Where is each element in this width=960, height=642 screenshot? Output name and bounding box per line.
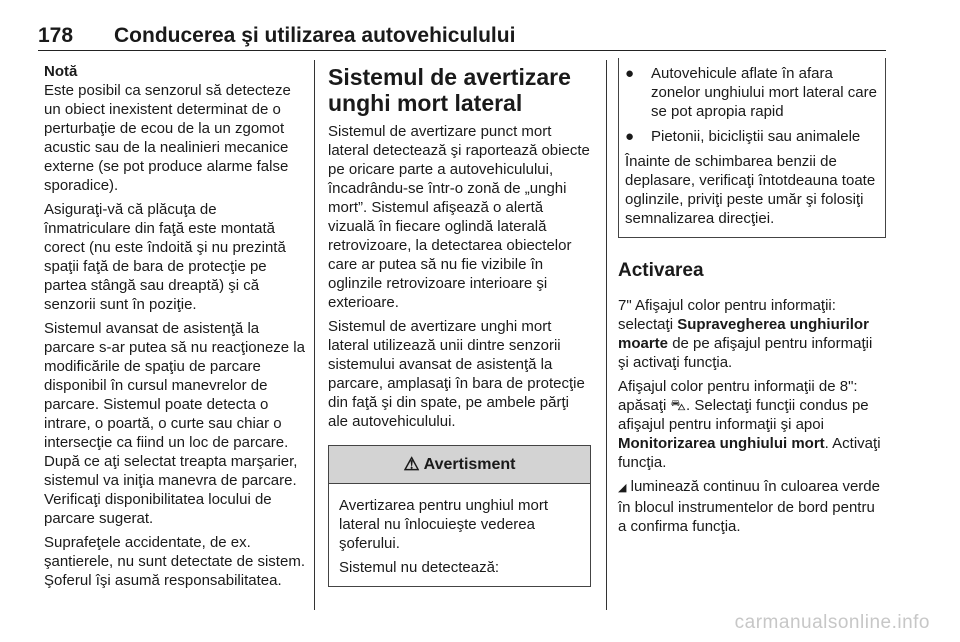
page-header <box>38 24 886 51</box>
paragraph: Afişajul color pentru informaţii de 8": apăsaţi ⛍. Selectaţi funcţii condus pe afişajul pentru informaţii şi apoi Monitorizarea unghiului mort. Activaţi funcţia. <box>618 378 881 471</box>
paragraph: ◢ luminează continuu în culoarea verde în blocul instrumentelor de bord pentru a confirma funcţia. <box>618 478 880 535</box>
chapter-title: Conducerea şi utilizarea autovehiculului <box>114 24 516 47</box>
column-2 <box>328 62 591 587</box>
paragraph: Asiguraţi-vă că plăcuţa de înmatriculare din faţă este montată corect (nu este îndoită şi nu prezintă spaţii faţă de bara de protecţie pe partea stângă sau dreaptă) şi că senzorii sunt în poziţie. <box>44 201 286 313</box>
warning-triangle-icon: ⚠ <box>403 454 420 474</box>
warning-text: Sistemul nu detectează: <box>339 559 500 576</box>
paragraph: 7" Afişajul color pentru informaţii: selectaţi Supravegherea unghiurilor moarte de pe afişajul pentru informaţii şi activaţi funcţia. <box>618 297 873 371</box>
bullet-list <box>625 64 877 146</box>
column-1 <box>44 62 306 595</box>
paragraph: Sistemul de avertizare unghi mort lateral utilizează unii dintre senzorii sistemului avansat de asistenţă la parcare, amplasaţi în bara de protecţie din faţă şi din spate, pe ambele părţi ale autovehiculului. <box>328 318 585 430</box>
column-3 <box>618 62 886 541</box>
paragraph: Sistemul de avertizare punct mort lateral detectează şi raportează obiecte pe oricare parte a autovehiculului, încadrându-se într-o zonă de „unghi mort”. Sistemul afişează o alertă vizuală în fiecare oglindă laterală retrovizoare, la detectarea obiectelor care ar putea să nu fie vizibile în oglinzile retrovizoare interioare şi exterioare. <box>328 123 590 311</box>
warning-text: Înainte de schimbarea benzii de deplasare, verificaţi întotdeauna toate oglinzile, priviţi peste umăr şi folosiţi semnalizarea direcţiei. <box>625 153 876 227</box>
car-settings-icon: ⛍ <box>670 397 687 414</box>
warning-body <box>329 484 590 586</box>
warning-title: Avertisment <box>423 456 516 473</box>
column-divider-2 <box>606 60 607 610</box>
warning-box <box>328 445 591 587</box>
list-item: ● Autovehicule aflate în afara zonelor unghiului mort lateral care se pot apropia rapid <box>625 65 877 120</box>
column-divider-1 <box>314 60 315 610</box>
note-label: Notă <box>44 63 78 80</box>
bullet-icon: ● <box>625 65 635 82</box>
page-number: 178 <box>38 24 74 47</box>
subsection-title: Activarea <box>618 260 704 281</box>
blind-spot-indicator-icon: ◢ <box>618 482 627 494</box>
watermark: carmanualsonline.info <box>734 612 930 633</box>
warning-header <box>329 445 590 484</box>
warning-box-continued <box>618 58 886 238</box>
bullet-icon: ● <box>625 128 635 145</box>
section-title: Sistemul de avertizare unghi mort lateral <box>328 64 571 116</box>
warning-text: Avertizarea pentru unghiul mort lateral nu înlocuieşte vederea şoferului. <box>339 497 549 552</box>
note <box>44 62 306 195</box>
paragraph: Sistemul avansat de asistenţă la parcare s-ar putea să nu reacţioneze la modificările de spaţiu de parcare disponibil în cursul manevrelor de parcare. Sistemul poate detecta o intrare, o poartă, o curte sau chiar o intersecţie ca fiind un loc de parcare. După ce aţi selectat treapta marşarier, sistemul va iniţia manevra de parcare. Verificaţi disponibilitatea locului de parcare sugerat. <box>44 320 305 527</box>
list-item: ● Pietonii, bicicliştii sau animalele <box>625 128 861 145</box>
paragraph: Suprafeţele accidentate, de ex. şantierele, nu sunt detectate de sistem. Şoferul îşi asumă responsabilitatea. <box>44 534 305 589</box>
note-text: Este posibil ca senzorul să detecteze un obiect inexistent determinat de o perturbaţie de ecou de la un zgomot acustic sau de la nealinieri mecanice externe (se pot produce alarme false sporadice). <box>44 82 291 194</box>
